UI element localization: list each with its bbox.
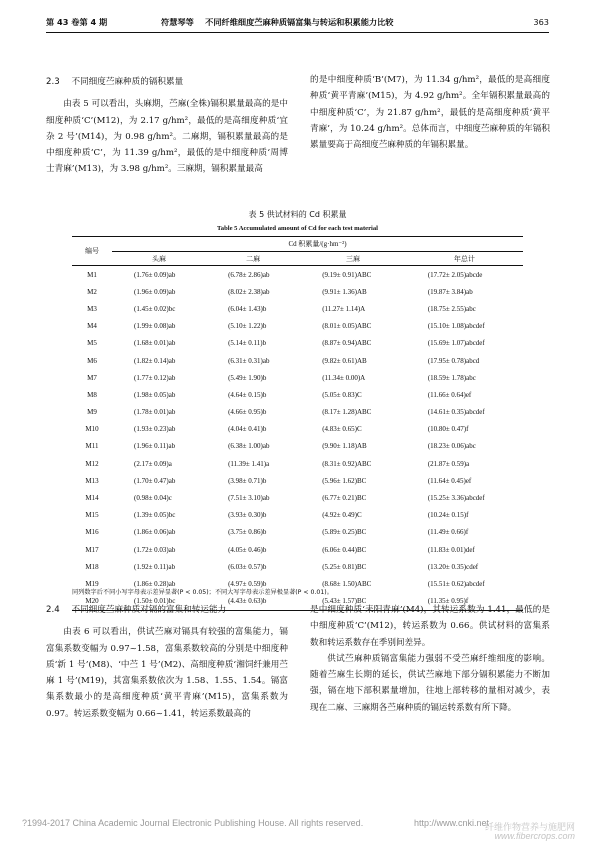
table-cell: (13.20± 0.35)cdef: [427, 562, 479, 571]
running-authors: 符慧琴等: [161, 17, 194, 27]
table-row: [72, 283, 523, 300]
table-row: [72, 489, 523, 506]
table-cell: (15.69± 1.07)abcdef: [427, 339, 485, 348]
section-2-3-right: [310, 72, 550, 153]
table-row: [72, 386, 523, 403]
table-cell: (9.90± 1.18)AB: [322, 442, 367, 451]
table-cell: (5.43± 1.57)BC: [300, 593, 406, 611]
column-header-cd: Cd 积累量/(g·hm⁻²): [112, 237, 523, 252]
table-cell: (11.27± 1.14)A: [322, 304, 366, 313]
table-cell: (11.39± 1.41)a: [228, 459, 270, 468]
row-code: M8: [87, 390, 97, 399]
section-2-4-left: [46, 602, 288, 722]
table-cell: (8.17± 1.28)ABC: [322, 408, 372, 417]
table-cell: (18.75± 2.55)abc: [427, 304, 476, 313]
table-caption-zh: 表 5 供试材料的 Cd 积累量: [248, 210, 347, 219]
table-cell: (10.80± 0.47)f: [427, 425, 469, 434]
table-cell: (4.04± 0.41)b: [228, 425, 267, 434]
table-cell: (3.75± 0.86)b: [228, 528, 267, 537]
table-cell: (1.92± 0.11)ab: [134, 562, 176, 571]
header-rule: [46, 32, 549, 33]
table-cell: (1.82± 0.14)ab: [134, 356, 176, 365]
watermark-text: 纤维作物营养与施肥网: [484, 823, 575, 833]
paragraph: 由表 5 可以看出，头麻期，苎麻(全株)镉积累量最高的是中细度种质‘C’(M12)，为 2.17 g/hm²，最低的是高细度种质‘宜杂 2 号’(M14)，为 0.98 g/hm²。二麻期，镉积累量最高的是中细度种质‘C’，为 11.39 g/hm²，最低的是中细度种质‘周博士青麻’(M13)，为 3.98 g/hm²。三麻期，镉积累量最高: [46, 99, 288, 175]
table-cell: (1.96± 0.09)ab: [134, 287, 176, 296]
table-row: [72, 266, 523, 284]
table-cell: (1.50± 0.01)bc: [112, 593, 206, 611]
table-cell: (4.92± 0.49)C: [322, 511, 362, 520]
table-row: [72, 335, 523, 352]
row-code: M16: [85, 528, 99, 537]
table-cell: (4.66± 0.95)b: [228, 408, 267, 417]
row-code: M15: [85, 511, 99, 520]
table-cell: (21.87± 0.59)a: [427, 459, 470, 468]
table-cell: (11.83± 0.01)def: [427, 545, 475, 554]
table-cell: (11.35± 0.95)f: [406, 593, 523, 611]
table-cell: (8.68± 1.50)ABC: [322, 579, 372, 588]
table-cell: (18.59± 1.78)abc: [427, 373, 476, 382]
row-code: M1: [87, 270, 97, 279]
table-cell: (4.64± 0.15)b: [228, 390, 267, 399]
row-code: M2: [87, 287, 97, 296]
table-row: [72, 507, 523, 524]
row-code: M3: [87, 304, 97, 313]
cd-accumulation-table: [72, 236, 523, 611]
table-cell: (5.14± 0.11)b: [228, 339, 267, 348]
row-code: M20: [72, 593, 112, 611]
table-cell: (1.98± 0.05)ab: [134, 390, 176, 399]
table-cell: (1.72± 0.03)ab: [134, 545, 176, 554]
table-row: [72, 455, 523, 472]
row-code: M19: [85, 579, 99, 588]
journal-volume: 第 43 卷第 4 期: [46, 17, 108, 27]
table-row: [72, 300, 523, 317]
table-cell: (15.51± 0.62)abcdef: [427, 579, 485, 588]
running-article-title: 不同纤维细度苎麻种质镉富集与转运和积累能力比较: [205, 17, 394, 27]
table-row: [72, 352, 523, 369]
table-cell: (17.95± 0.78)abcd: [427, 356, 480, 365]
page-number: 363: [533, 17, 549, 27]
table-cell: (6.78± 2.86)ab: [228, 270, 270, 279]
row-code: M12: [85, 459, 99, 468]
table-row: [72, 524, 523, 541]
table-cell: (1.45± 0.02)bc: [134, 304, 176, 313]
table-cell: (6.31± 0.31)ab: [228, 356, 270, 365]
table-cell: (1.93± 0.23)ab: [134, 425, 176, 434]
running-title: [161, 17, 394, 28]
column-header: 年总计: [406, 252, 523, 266]
table-cell: (2.17± 0.09)a: [134, 459, 172, 468]
table-row: [72, 404, 523, 421]
table-cell: (1.96± 0.11)ab: [134, 442, 176, 451]
table-caption-en: Table 5 Accumulated amount of Cd for each test material: [217, 225, 378, 232]
table-cell: (11.64± 0.45)ef: [427, 476, 472, 485]
table-cell: (5.49± 1.90)b: [228, 373, 267, 382]
running-header: [46, 14, 549, 30]
table-cell: (19.87± 3.84)ab: [427, 287, 473, 296]
table-row: [72, 541, 523, 558]
row-code: M7: [87, 373, 97, 382]
table-cell: (11.66± 0.64)ef: [427, 390, 472, 399]
table-cell: (11.34± 0.00)A: [322, 373, 366, 382]
table-cell: (6.77± 0.21)BC: [322, 494, 367, 503]
table-cell: (5.25± 0.81)BC: [322, 562, 367, 571]
table-cell: (1.39± 0.05)bc: [134, 511, 176, 520]
paragraph: 由表 6 可以看出，供试苎麻对镉具有较强的富集能力，镉富集系数变幅为 0.97~1.58，富集系数较高的分别是中细度种质‘新 1 号’(M8)、‘中苎 1 号’(M2)、高细度种质‘湘饲纤兼用苎麻 1 号’(M19)，其富集系数依次为 1.58、1.55、1.54。镉富集系数最小的是高细度种质‘黄平青麻’(M15)，富集系数为 0.97。转运系数变幅为 0.66~1.41，转运系数最高的: [46, 627, 288, 719]
row-code: M5: [87, 339, 97, 348]
table-cell: (6.38± 1.00)ab: [228, 442, 270, 451]
table-cell: (0.98± 0.04)c: [134, 494, 172, 503]
column-header: 三麻: [300, 252, 406, 266]
table-cell: (1.68± 0.01)ab: [134, 339, 176, 348]
table-cell: (15.10± 1.08)abcdef: [427, 322, 485, 331]
section-heading: [46, 74, 288, 90]
section-2-3-left: [46, 74, 288, 178]
table-row: [72, 472, 523, 489]
column-header: 二麻: [206, 252, 300, 266]
paragraph: 的是中细度种质‘B’(M7)，为 11.34 g/hm²，最低的是高细度种质‘黄平青麻’(M15)，为 4.92 g/hm²。全年镉积累量最高的中细度种质‘C’，为 21.87 g/hm²，最低的是高细度种质‘黄平青麻’，为 10.24 g/hm²。总体而言，中细度苎麻种质的年镉积累量要高于高细度苎麻种质的年镉积累量。: [310, 75, 550, 151]
copyright-text: ?1994-2017 China Academic Journal Electronic Publishing House. All rights reserved.: [22, 818, 364, 828]
table-cell: (15.25± 3.36)abcdef: [427, 494, 485, 503]
table-row: [72, 438, 523, 455]
table-row: [72, 421, 523, 438]
table-cell: (5.05± 0.83)C: [322, 390, 362, 399]
table-cell: (1.76± 0.09)ab: [134, 270, 176, 279]
table-cell: (8.87± 0.94)ABC: [322, 339, 372, 348]
row-code: M10: [85, 425, 99, 434]
paragraph: 是中细度种质‘耒阳青麻’(M4)，其转运系数为 1.41，最低的是中细度种质‘C’(M12)，转运系数为 0.66。供试材料的富集系数和转运系数存在季别间差异。: [310, 605, 550, 648]
row-code: M4: [87, 322, 97, 331]
section-heading: [46, 602, 288, 618]
row-code: M6: [87, 356, 97, 365]
table-cell: (4.05± 0.46)b: [228, 545, 267, 554]
table-cell: (9.19± 0.91)ABC: [322, 270, 372, 279]
table-cell: (1.77± 0.12)ab: [134, 373, 176, 382]
section-2-4-right: [310, 602, 550, 716]
table-note: 同列数字后不同小写字母表示差异显著(P < 0.05)；不同大写字母表示差异极显著(P < 0.01)。: [72, 589, 333, 596]
table-cell: (8.01± 0.05)ABC: [322, 322, 372, 331]
table-cell: (5.89± 0.25)BC: [322, 528, 367, 537]
table-cell: (9.82± 0.61)AB: [322, 356, 367, 365]
watermark-url: www.fibercrops.com: [494, 831, 575, 841]
section-title: 不同细度苎麻种质对镉的富集和转运能力: [71, 605, 227, 615]
table-cell: (1.86± 0.06)ab: [134, 528, 176, 537]
table-cell: (4.43± 0.63)b: [206, 593, 300, 611]
table-cell: (9.91± 1.36)AB: [322, 287, 367, 296]
section-number: 2.4: [46, 605, 60, 615]
table-cell: (3.93± 0.30)b: [228, 511, 267, 520]
table-cell: (1.99± 0.08)ab: [134, 322, 176, 331]
table-cell: (6.04± 1.43)b: [228, 304, 267, 313]
row-code: M9: [87, 408, 97, 417]
table-cell: (4.97± 0.59)b: [228, 579, 267, 588]
row-code: M18: [85, 562, 99, 571]
table-cell: (11.49± 0.66)f: [427, 528, 469, 537]
section-number: 2.3: [46, 77, 60, 87]
table-cell: (6.06± 0.44)BC: [322, 545, 367, 554]
paragraph: 供试苎麻种质镉富集能力强弱不受苎麻纤维细度的影响。随着苎麻生长期的延长，供试苎麻地下部分镉积累能力不断加强，镉在地下部积累量增加，往地上部转移的量相对减少，表现在二麻、三麻期各苎麻种质的镉运转系数有所下降。: [310, 653, 550, 713]
row-code: M13: [85, 476, 99, 485]
table-cell: (14.61± 0.35)abcdef: [427, 408, 485, 417]
table-row: [72, 318, 523, 335]
table-cell: (1.78± 0.01)ab: [134, 408, 176, 417]
table-cell: (3.98± 0.71)b: [228, 476, 267, 485]
table-cell: (6.03± 0.57)b: [228, 562, 267, 571]
table-cell: (8.31± 0.92)ABC: [322, 459, 372, 468]
table-cell: (10.24± 0.15)f: [427, 511, 469, 520]
section-title: 不同细度苎麻种质的镉积累量: [71, 77, 184, 87]
row-code: M14: [85, 494, 99, 503]
table-cell: (17.72± 2.05)abcde: [427, 270, 483, 279]
column-header-code: 编号: [72, 237, 112, 266]
row-code: M11: [85, 442, 99, 451]
table-cell: (5.10± 1.22)b: [228, 322, 267, 331]
table-cell: (1.70± 0.47)ab: [134, 476, 176, 485]
table-cell: (8.02± 2.38)ab: [228, 287, 270, 296]
table-cell: (7.51± 3.10)ab: [228, 494, 270, 503]
table-cell: (5.96± 1.62)BC: [322, 476, 367, 485]
table-cell: (18.23± 0.06)abc: [427, 442, 476, 451]
table-cell: (4.83± 0.65)C: [322, 425, 362, 434]
column-header: 头麻: [112, 252, 206, 266]
table-row: [72, 558, 523, 575]
table-row: [72, 369, 523, 386]
row-code: M17: [85, 545, 99, 554]
footer-url: http://www.cnki.net: [413, 818, 489, 828]
table-cell: (1.86± 0.28)ab: [134, 579, 176, 588]
